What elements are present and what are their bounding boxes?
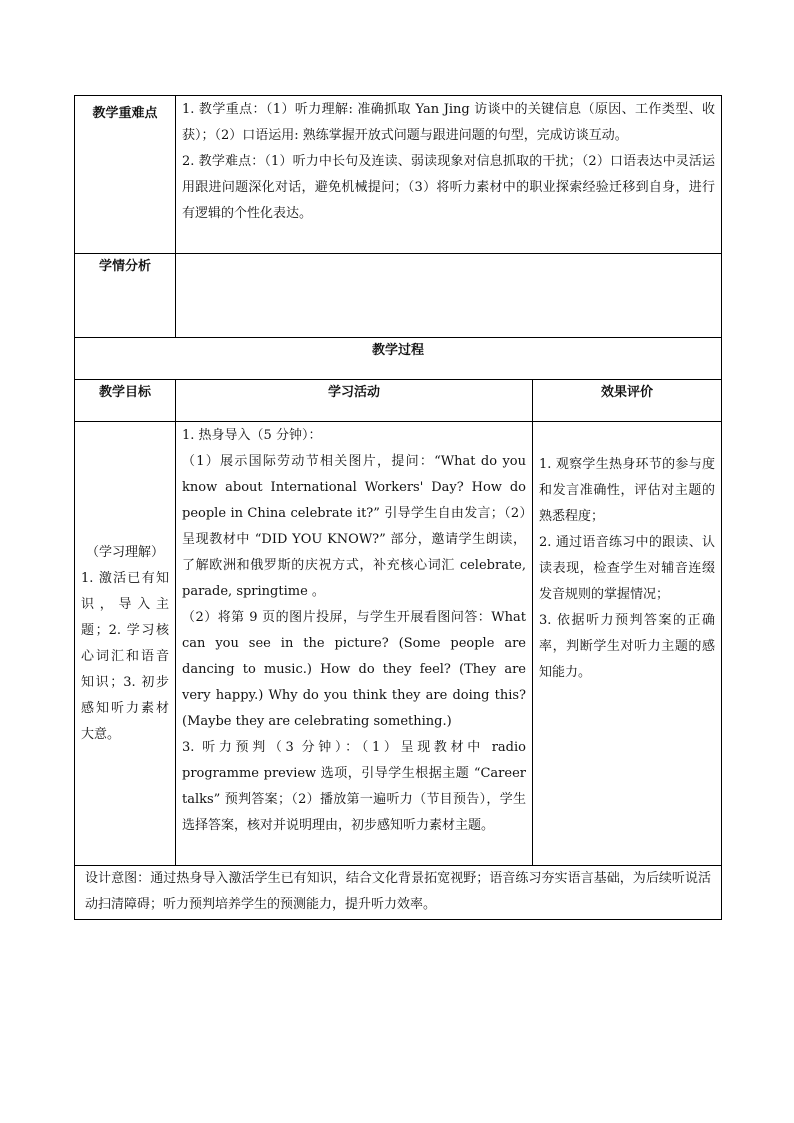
student-analysis-content bbox=[176, 254, 722, 338]
student-analysis-row bbox=[75, 254, 722, 338]
key-points-row bbox=[75, 96, 722, 254]
evaluation-item: 2. 通过语音练习中的跟读、认读表现，检查学生对辅音连缀发音规则的掌握情况； bbox=[539, 535, 716, 602]
design-intent-row bbox=[75, 866, 722, 920]
evaluation-item: 3. 依据听力预判答案的正确率，判断学生对听力主题的感知能力。 bbox=[539, 613, 716, 680]
stage-goal-text: 1. 激活已有知识，导入主题；2. 学习核心词汇和语音知识；3. 初步感知听力素材大意。 bbox=[81, 570, 169, 742]
activity-item: （2）将第 9 页的图片投屏，与学生开展看图问答：What can you see in the picture? (Some people are dancing to music.) How do they feel? (They are very happy.) Why do you think they are doing this? (Maybe they are celebrating something.) bbox=[182, 610, 526, 729]
key-points-content bbox=[176, 96, 722, 254]
stage-goal-title: （学习理解） bbox=[85, 544, 164, 560]
stage-goal-cell bbox=[75, 422, 176, 866]
stage-row bbox=[75, 422, 722, 866]
stage-evaluation-cell bbox=[533, 422, 722, 866]
student-analysis-label: 学情分析 bbox=[75, 254, 176, 338]
difficult-points-text: 2. 教学难点：（1）听力中长句及连读、弱读现象对信息抓取的干扰；（2）口语表达中灵活运用跟进问题深化对话，避免机械提问；（3）将听力素材中的职业探索经验迁移到自身，进行有逻辑的个性化表达。 bbox=[182, 154, 716, 221]
evaluation-item: 1. 观察学生热身环节的参与度和发言准确性，评估对主题的熟悉程度； bbox=[539, 457, 716, 524]
column-header-row bbox=[75, 380, 722, 422]
lesson-plan-table bbox=[74, 95, 722, 920]
design-intent-text: 设计意图：通过热身导入激活学生已有知识，结合文化背景拓宽视野；语音练习夯实语言基础，为后续听说活动扫清障碍；听力预判培养学生的预测能力，提升听力效率。 bbox=[85, 871, 712, 912]
design-intent-cell bbox=[75, 866, 722, 920]
process-heading-row bbox=[75, 338, 722, 380]
column-header-goal: 教学目标 bbox=[75, 380, 176, 422]
stage-activity-cell bbox=[176, 422, 533, 866]
activity-item: 1. 热身导入（5 分钟）： bbox=[182, 428, 322, 443]
process-heading: 教学过程 bbox=[75, 338, 722, 380]
activity-item: （1）展示国际劳动节相关图片，提问：“What do you know about International Workers' Day? How do people in China celebrate it?” 引导学生自由发言；（2）呈现教材中 “DID YOU KNOW?” 部分，邀请学生朗读，了解欧洲和俄罗斯的庆祝方式，补充核心词汇 celebrate, parade, springtime 。 bbox=[182, 454, 526, 599]
column-header-activity: 学习活动 bbox=[176, 380, 533, 422]
activity-item: 3. 听力预判（3 分钟）：（1）呈现教材中 radio programme preview 选项，引导学生根据主题 “Career talks” 预判答案；（2）播放第一遍听力（节目预告），学生选择答案，核对并说明理由，初步感知听力素材主题。 bbox=[182, 740, 526, 833]
key-points-text: 1. 教学重点：（1）听力理解: 准确抓取 Yan Jing 访谈中的关键信息（原因、工作类型、收获）；（2）口语运用: 熟练掌握开放式问题与跟进问题的句型，完成访谈互动。 bbox=[182, 102, 716, 143]
column-header-evaluation: 效果评价 bbox=[533, 380, 722, 422]
key-points-label: 教学重难点 bbox=[75, 96, 176, 254]
